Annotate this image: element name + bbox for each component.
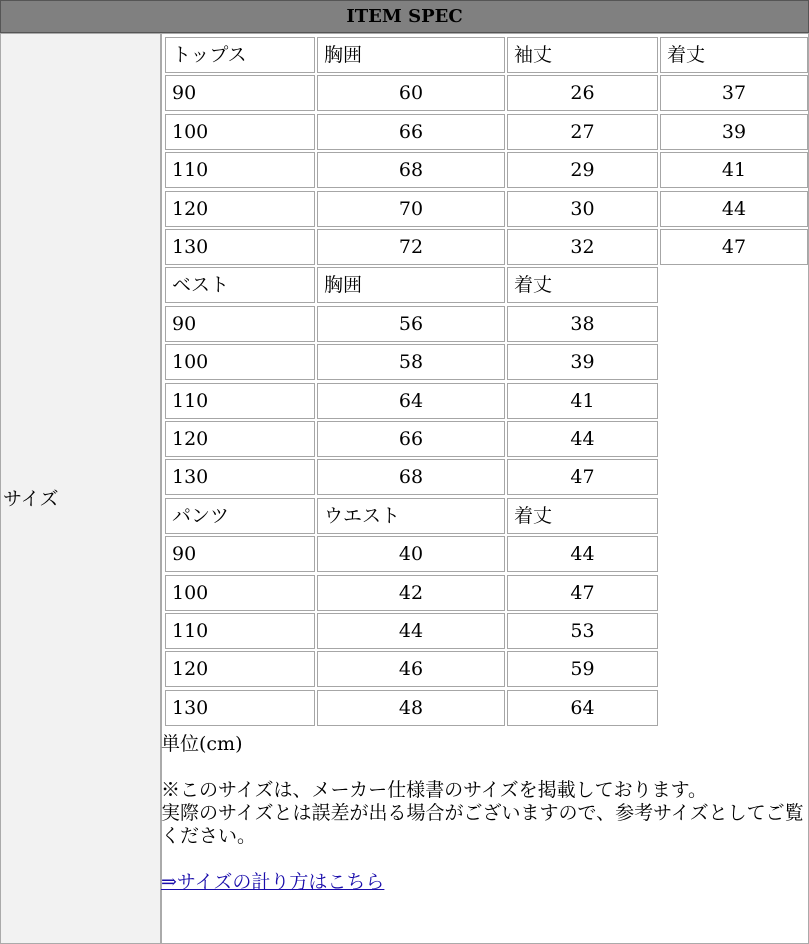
table-cell: 110 [165, 383, 315, 419]
table-cell: 41 [507, 383, 658, 419]
table-header-cell: 着丈 [507, 498, 658, 534]
table-cell: 68 [317, 459, 505, 495]
table-cell: 42 [317, 575, 505, 611]
table-cell: 39 [660, 114, 808, 150]
table-cell: 47 [507, 459, 658, 495]
table-cell: 60 [317, 75, 505, 111]
table-cell: 27 [507, 114, 658, 150]
table-header-cell: 着丈 [660, 37, 808, 73]
table-header-cell: パンツ [165, 498, 315, 534]
table-cell: 56 [317, 306, 505, 342]
table-cell: 90 [165, 536, 315, 572]
table-cell: 47 [507, 575, 658, 611]
table-cell: 58 [317, 344, 505, 380]
table-cell: 66 [317, 421, 505, 457]
table-cell: 120 [165, 421, 315, 457]
table-cell: 68 [317, 152, 505, 188]
table-cell: 90 [165, 306, 315, 342]
table-cell: 48 [317, 690, 505, 726]
table-cell: 26 [507, 75, 658, 111]
table-cell: 100 [165, 575, 315, 611]
disclaimer-line-2: 実際のサイズとは誤差が出る場合がございますので、参考サイズとしてご覧ください。 [161, 802, 804, 847]
table-header-cell: トップス [165, 37, 315, 73]
table-cell: 30 [507, 191, 658, 227]
table-cell: 72 [317, 229, 505, 265]
table-header-cell: ウエスト [317, 498, 505, 534]
table-cell: 100 [165, 114, 315, 150]
disclaimer-line-1: ※このサイズは、メーカー仕様書のサイズを掲載しております。 [161, 779, 708, 801]
table-cell: 130 [165, 690, 315, 726]
table-header-cell: 袖丈 [507, 37, 658, 73]
table-cell: 29 [507, 152, 658, 188]
table-cell: 44 [317, 613, 505, 649]
table-cell: 46 [317, 651, 505, 687]
table-cell: 44 [660, 191, 808, 227]
item-spec-title: ITEM SPEC [346, 6, 463, 27]
table-cell: 90 [165, 75, 315, 111]
unit-note: 単位(cm) [161, 733, 243, 755]
table-cell: 40 [317, 536, 505, 572]
table-cell: 59 [507, 651, 658, 687]
item-spec-header [0, 0, 809, 33]
table-cell: 47 [660, 229, 808, 265]
table-cell: 66 [317, 114, 505, 150]
table-cell: 110 [165, 613, 315, 649]
table-cell: 53 [507, 613, 658, 649]
size-label-cell [0, 33, 161, 944]
table-cell: 37 [660, 75, 808, 111]
table-cell: 39 [507, 344, 658, 380]
table-header-cell: 胸囲 [317, 267, 505, 303]
table-header-cell: 胸囲 [317, 37, 505, 73]
table-cell: 130 [165, 459, 315, 495]
table-cell: 32 [507, 229, 658, 265]
size-notes [161, 733, 806, 894]
table-cell: 64 [507, 690, 658, 726]
size-label: サイズ [3, 488, 59, 510]
table-cell: 120 [165, 651, 315, 687]
table-cell: 41 [660, 152, 808, 188]
table-cell: 64 [317, 383, 505, 419]
table-cell: 100 [165, 344, 315, 380]
table-header-cell: 着丈 [507, 267, 658, 303]
size-measure-link[interactable]: ⇒サイズの計り方はこちら [161, 871, 385, 893]
table-cell: 44 [507, 421, 658, 457]
table-cell: 44 [507, 536, 658, 572]
table-header-cell: ベスト [165, 267, 315, 303]
table-cell: 110 [165, 152, 315, 188]
table-cell: 70 [317, 191, 505, 227]
table-cell: 120 [165, 191, 315, 227]
table-cell: 38 [507, 306, 658, 342]
table-cell: 130 [165, 229, 315, 265]
